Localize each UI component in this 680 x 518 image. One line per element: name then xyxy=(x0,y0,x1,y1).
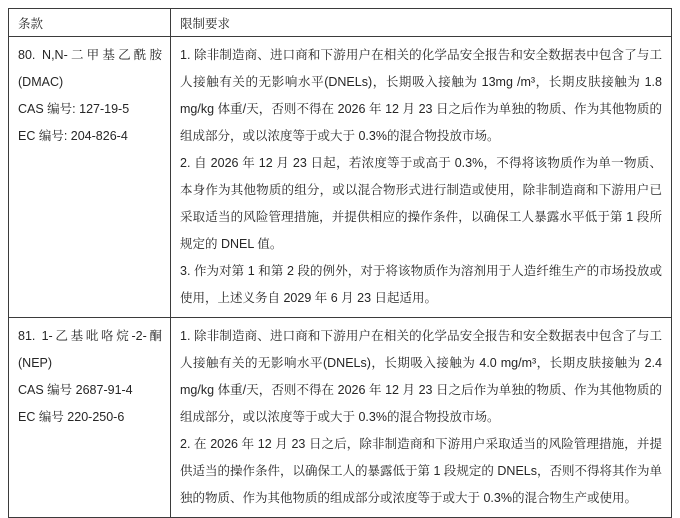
requirements-cell-80 xyxy=(171,37,672,318)
clause-cell-80 xyxy=(9,37,171,318)
cas-number: CAS 编号 2687-91-4 xyxy=(18,383,133,397)
table-row-clause-81 xyxy=(9,318,672,518)
requirement-paragraph: 1. 除非制造商、进口商和下游用户在相关的化学品安全报告和安全数据表中包含了与工人接触有关的无影响水平(DNELs)，长期吸入接触为 13mg /m³，长期皮肤接触为 1.8 mg/kg 体重/天，否则不得在 2026 年 12 月 23 日之后作为单独的物质、作为其他物质的组成部分，或以浓度等于或大于 0.3%的混合物投放市场。 xyxy=(180,48,662,143)
header-restriction-requirements: 限制要求 xyxy=(171,9,672,37)
table-header-row xyxy=(9,9,672,37)
requirement-paragraph: 1. 除非制造商、进口商和下游用户在相关的化学品安全报告和安全数据表中包含了与工人接触有关的无影响水平(DNELs)，长期吸入接触为 4.0 mg/m³，长期皮肤接触为 2.4 mg/kg 体重/天，否则不得在 2026 年 12 月 23 日之后作为单独的物质、作为其他物质的组成部分，或以浓度等于或大于 0.3%的混合物投放市场。 xyxy=(180,329,662,424)
ec-number: EC 编号 220-250-6 xyxy=(18,410,125,424)
clause-cell-81 xyxy=(9,318,171,518)
requirement-paragraph: 2. 在 2026 年 12 月 23 日之后，除非制造商和下游用户采取适当的风险管理措施，并提供适当的操作条件，以确保工人的暴露低于第 1 段规定的 DNELs，否则不得将其作为单独的物质、作为其他物质的组成部分或浓度等于或大于 0.3%的混合物生产或使用。 xyxy=(180,437,662,505)
substance-abbreviation: (NEP) xyxy=(18,356,53,370)
table-row-clause-80 xyxy=(9,37,672,318)
restriction-table xyxy=(8,8,672,518)
requirement-paragraph: 2. 自 2026 年 12 月 23 日起，若浓度等于或高于 0.3%，不得将该物质作为单一物质、本身作为其他物质的组分，或以混合物形式进行制造或使用，除非制造商和下游用户已采取适当的风险管理措施，并提供相应的操作条件，以确保工人暴露水平低于第 1 段所规定的 DNEL 值。 xyxy=(180,156,662,251)
substance-abbreviation: (DMAC) xyxy=(18,75,64,89)
header-clause: 条款 xyxy=(9,9,171,37)
requirements-cell-81 xyxy=(171,318,672,518)
ec-number: EC 编号: 204-826-4 xyxy=(18,129,128,143)
substance-name: 80. N,N-二甲基乙酰胺 xyxy=(18,48,162,62)
substance-name: 81. 1-乙基吡咯烷-2-酮 xyxy=(18,329,162,343)
requirement-paragraph: 3. 作为对第 1 和第 2 段的例外，对于将该物质作为溶剂用于人造纤维生产的市场投放或使用，上述义务自 2029 年 6 月 23 日起适用。 xyxy=(180,264,662,305)
cas-number: CAS 编号: 127-19-5 xyxy=(18,102,130,116)
